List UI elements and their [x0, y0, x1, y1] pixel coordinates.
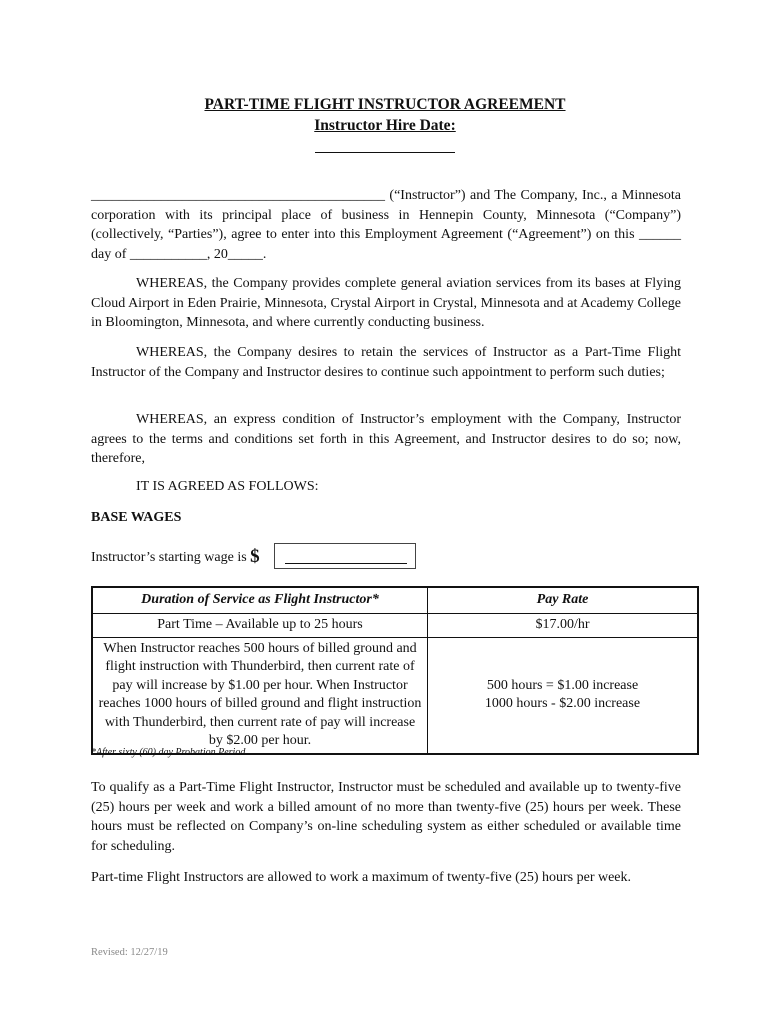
qualify-paragraph: To qualify as a Part-Time Flight Instructor, Instructor must be scheduled and available up to twenty-five (25) hours per week and work a billed amount of no more than twenty-five (25) hours per week. These hours must be reflected on Company’s on-line scheduling system as either scheduled or available time for scheduling.: [91, 780, 681, 854]
whereas-paragraph-2: WHEREAS, the Company desires to retain the services of Instructor as a Part-Time Flight Instructor of the Company and Instructor desires to continue such appointment to perform such duties;: [91, 345, 681, 380]
table-header-row: [92, 587, 698, 614]
duration-header: Duration of Service as Flight Instructor*: [92, 587, 428, 614]
starting-wage-input[interactable]: [274, 543, 416, 569]
pay-rate-header: Pay Rate: [428, 587, 699, 614]
duration-cell: Part Time – Available up to 25 hours: [92, 614, 428, 638]
starting-wage-label: Instructor’s starting wage is: [91, 550, 247, 565]
rate-increase-500: 500 hours = $1.00 increase: [486, 677, 639, 693]
rate-cell: $17.00/hr: [428, 614, 699, 638]
agreed-statement: IT IS AGREED AS FOLLOWS:: [136, 479, 319, 494]
revision-date: Revised: 12/27/19: [91, 947, 168, 958]
document-title: PART-TIME FLIGHT INSTRUCTOR AGREEMENT: [204, 96, 566, 113]
starting-wage-line: [91, 546, 260, 568]
starting-wage-blank: [285, 563, 407, 564]
duration-cell: When Instructor reaches 500 hours of billed ground and flight instruction with Thunderbird, then current rate of pay will increase by $1.00 per hour. When Instructor reaches 1000 hours of billed ground and flight instruction with Thunderbird, then current rate of pay will increase by $2.00 per hour.: [92, 637, 428, 754]
table-row: [92, 637, 698, 754]
dollar-sign: $: [250, 546, 260, 567]
whereas-paragraph-3: WHEREAS, an express condition of Instructor’s employment with the Company, Instructor agrees to the terms and conditions set forth in this Agreement, and Instructor desires to do so; now, therefore,: [91, 412, 681, 466]
hire-date-blank[interactable]: [315, 152, 455, 153]
rate-cell: [428, 637, 699, 754]
max-hours-statement: Part-time Flight Instructors are allowed to work a maximum of twenty-five (25) hours per week.: [91, 870, 632, 885]
base-wages-heading: BASE WAGES: [91, 510, 182, 525]
rate-increase-1000: 1000 hours - $2.00 increase: [484, 696, 641, 711]
table-row: [92, 614, 698, 638]
hire-date-label: Instructor Hire Date:: [314, 117, 456, 134]
probation-footnote: *After sixty (60) day Probation Period: [91, 747, 246, 758]
pay-rate-table: [91, 586, 699, 755]
whereas-paragraph-1: WHEREAS, the Company provides complete general aviation services from its bases at Flying Cloud Airport in Eden Prairie, Minnesota, Crystal Airport in Crystal, Minnesota and at Academy College in Bloomington, Minnesota, and where currently conducting business.: [91, 276, 681, 330]
intro-paragraph: __________________________________________ (“Instructor”) and The Company, Inc., a Minnesota corporation with its principal place of business in Hennepin County, Minnesota (“Company”)(collectively, “Parties”), agree to enter into this Employment Agreement (“Agreement”) on this ______ day of ___________, 20_____.: [91, 188, 681, 262]
